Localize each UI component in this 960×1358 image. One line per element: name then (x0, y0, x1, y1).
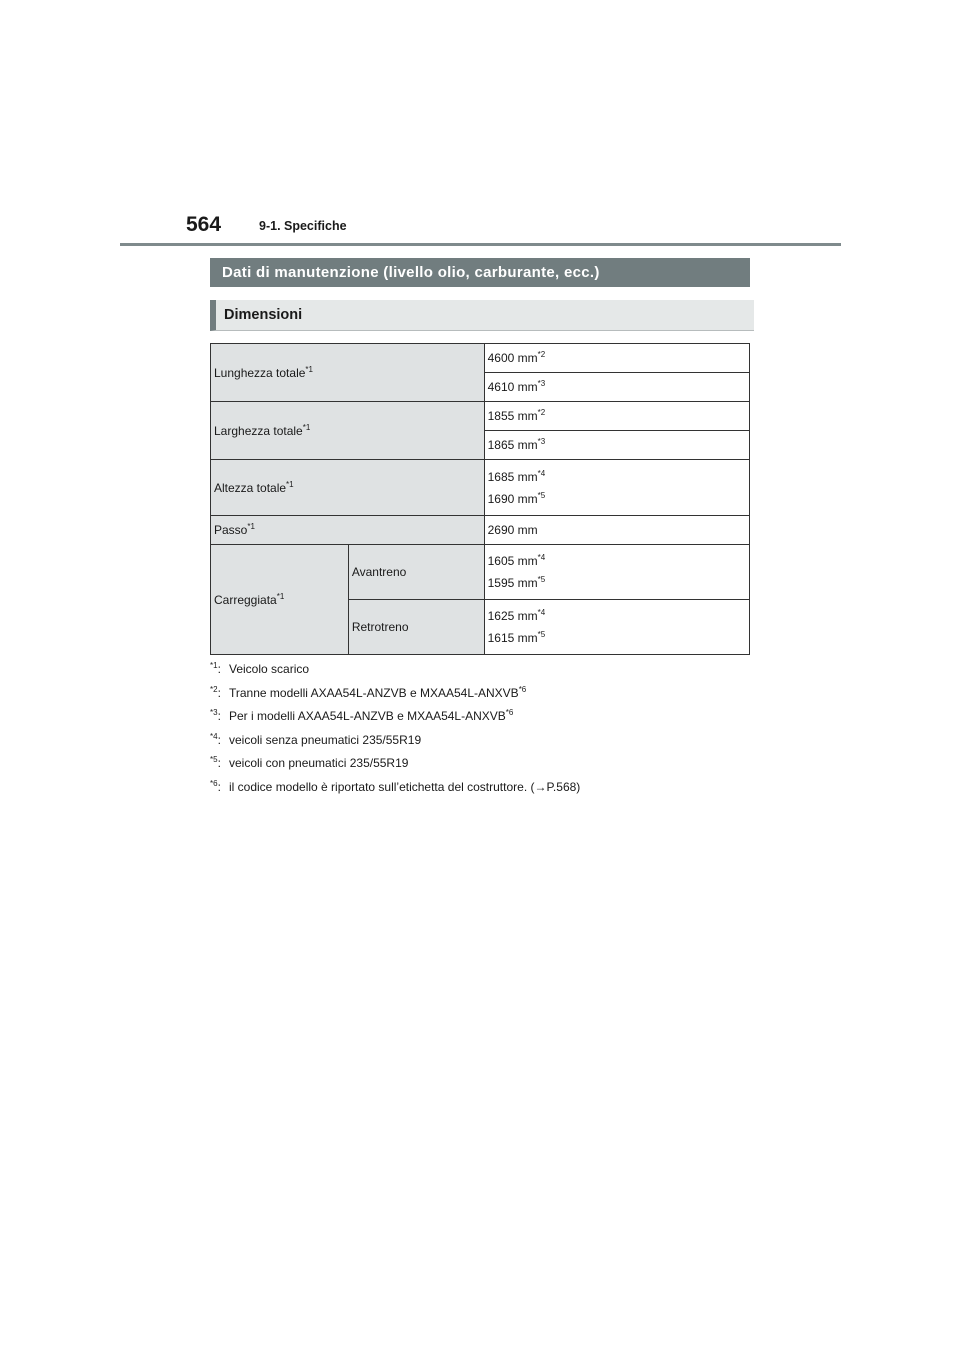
footnote-page-reference[interactable]: $^{*6}$: il codice modello è riportato sull’etichetta del costruttore. (→P.568) (210, 778, 581, 794)
table-row (211, 344, 750, 373)
value-cell: 1855 $mm^{*2}$ (484, 402, 749, 431)
value-cell: 4600 $mm^{*2}$ (484, 344, 749, 373)
sub-label-rear: Retrotreno (348, 600, 484, 655)
subheading-dimensions: Dimensioni (210, 300, 754, 331)
header-divider (120, 243, 841, 246)
footnote: $^{*3}$: Per i modelli AXAA54L-ANZVB e MXAA54L-ANXVB$^{*6}$ (210, 708, 514, 723)
row-label-tread: Carreggiata$^{*1}$ (211, 545, 349, 655)
row-label-wheelbase: Passo$^{*1}$ (211, 516, 485, 545)
row-label-length: Lunghezza totale$^{*1}$ (211, 344, 485, 402)
footnote: $^{*4}$: veicoli senza pneumatici 235/55R19 (210, 731, 422, 747)
table-row (211, 402, 750, 431)
page-number: 564 (186, 213, 222, 236)
value-cell: 4610 $mm^{*3}$ (484, 373, 749, 402)
table-row (211, 516, 750, 545)
table-row (211, 460, 750, 516)
section-title: 9-1. Specifiche (259, 219, 347, 233)
chapter-banner: Dati di manutenzione (livello olio, carburante, ecc.) (210, 258, 750, 287)
row-label-height: Altezza totale$^{*1}$ (211, 460, 485, 516)
value-cell: 2690 mm (484, 516, 749, 545)
dimensions-table (210, 343, 750, 655)
footnotes (210, 662, 755, 803)
value-cell: 1625 $mm^{*4}$ 1615 $mm^{*5}$ (484, 600, 749, 655)
sub-label-front: Avantreno (348, 545, 484, 600)
footnote: $^{*5}$: veicoli con pneumatici 235/55R19 (210, 755, 409, 770)
table-row (211, 545, 750, 600)
value-cell: 1865 $mm^{*3}$ (484, 431, 749, 460)
row-label-width: Larghezza totale$^{*1}$ (211, 402, 485, 460)
footnote: $^{*2}$: Tranne modelli AXAA54L-ANZVB e MXAA54L-ANXVB$^{*6}$ (210, 684, 527, 700)
value-cell: 1605 $mm^{*4}$ 1595 $mm^{*5}$ (484, 545, 749, 600)
value-cell: 1685 $mm^{*4}$ 1690 $mm^{*5}$ (484, 460, 749, 516)
footnote: $^{*1}$: Veicolo scarico (210, 661, 310, 676)
